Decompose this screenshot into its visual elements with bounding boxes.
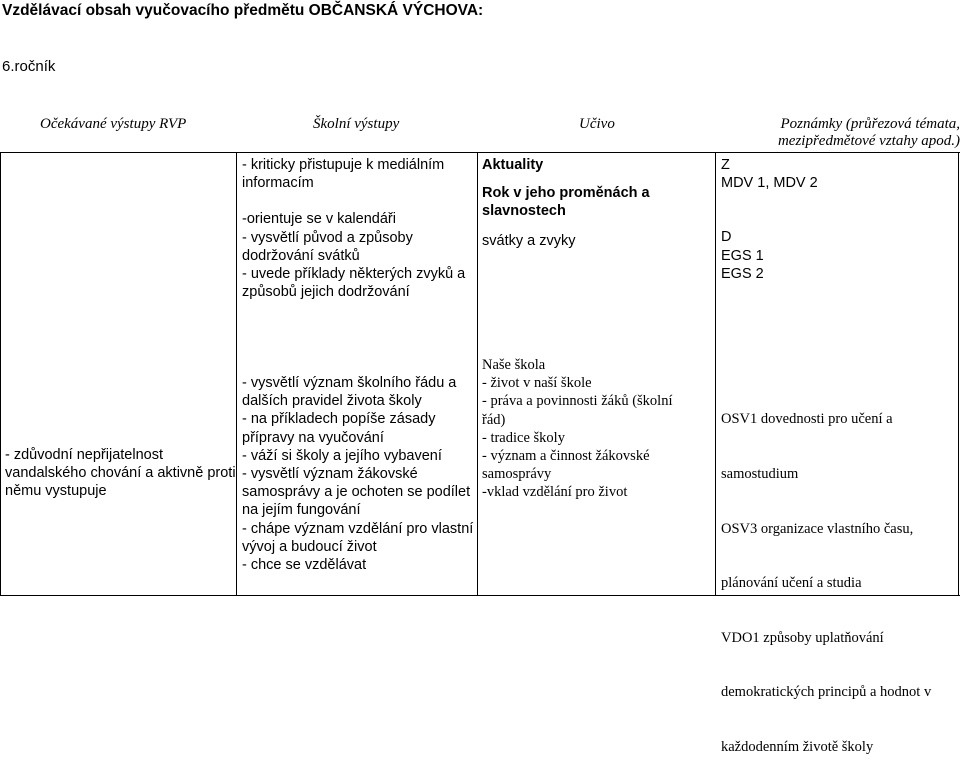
row2-output-line: přípravy na vyučování — [242, 429, 384, 446]
row2-note-line: OSV3 organizace vlastního času, — [721, 520, 914, 537]
row2-rvp-outputs — [5, 446, 236, 501]
row2-topic-item: samosprávy — [482, 466, 552, 483]
table-right-border — [958, 152, 959, 596]
row2-output-line: - vysvětlí význam školního řádu a — [242, 375, 457, 391]
row1-note-d: D — [721, 229, 732, 246]
row2-note-line: každodenním životě školy — [721, 739, 874, 756]
row1-topic-rok: Rok v jeho proměnách a — [482, 185, 650, 202]
row2-topic-item: - práva a povinnosti žáků (školní — [482, 393, 673, 410]
row2-output-line: - vysvětlí význam žákovské — [242, 466, 418, 483]
row2-topic-item: - život v naší škole — [482, 375, 592, 392]
row2-note-line: VDO1 způsoby uplatňování — [721, 629, 884, 646]
header-notes-line1: Poznámky (průřezová témata, — [780, 116, 960, 132]
row2-notes — [721, 374, 931, 774]
table-top-border — [0, 152, 960, 153]
row2-output-line: na jejím fungování — [242, 502, 361, 519]
row1-output-line: -orientuje se v kalendáři — [242, 211, 396, 228]
row2-rvp-line: - zdůvodní nepřijatelnost — [5, 447, 163, 463]
column-divider-2 — [477, 152, 478, 596]
row2-topic-item: řád) — [482, 411, 506, 428]
row1-school-outputs — [242, 156, 465, 301]
row1-topic-aktuality: Aktuality — [482, 157, 544, 173]
row2-output-line: - chce se vzdělávat — [242, 557, 367, 574]
page-title: Vzdělávací obsah vyučovacího předmětu OBČANSKÁ VÝCHOVA: — [2, 2, 484, 19]
row1-note-egs1: EGS 1 — [721, 247, 764, 264]
row1-curriculum — [482, 156, 650, 250]
row2-output-line: samosprávy a je ochoten se podílet — [242, 484, 471, 501]
row1-output-line: - uvede příklady některých zvyků a — [242, 266, 466, 283]
row2-school-outputs — [242, 374, 473, 574]
row2-rvp-line: vandalského chování a aktivně proti — [5, 465, 236, 482]
row1-output-line: způsobů jejich dodržování — [242, 284, 410, 301]
row2-topic-title: Naše škola — [482, 357, 546, 373]
row1-output-line: - kriticky přistupuje k mediálním — [242, 157, 445, 173]
row1-notes — [721, 156, 818, 283]
row1-note-egs2: EGS 2 — [721, 265, 764, 282]
row2-rvp-line: němu vystupuje — [5, 483, 107, 500]
header-notes-line2: mezipředmětové vztahy apod.) — [777, 133, 960, 149]
row2-output-line: vývoj a budoucí život — [242, 538, 377, 555]
row1-note-mdv: MDV 1, MDV 2 — [721, 175, 818, 192]
row2-note-line: plánování učení a studia — [721, 575, 862, 592]
header-curriculum: Učivo — [579, 116, 615, 132]
row2-output-line: - chápe význam vzdělání pro vlastní — [242, 520, 474, 537]
column-divider-1 — [236, 152, 237, 596]
row2-topic-item: -vklad vzdělání pro život — [482, 484, 628, 501]
header-notes — [740, 116, 960, 150]
row2-note-line: demokratických principů a hodnot v — [721, 684, 932, 701]
row2-topic-item: - tradice školy — [482, 429, 565, 446]
row2-output-line: dalších pravidel života školy — [242, 393, 422, 410]
row2-note-line: OSV1 dovednosti pro učení a — [721, 411, 893, 428]
column-divider-3 — [715, 152, 716, 596]
row2-note-line: samostudium — [721, 466, 799, 483]
row2-curriculum — [482, 356, 672, 502]
header-rvp-outputs: Očekávané výstupy RVP — [40, 116, 187, 132]
row1-output-line: dodržování svátků — [242, 247, 360, 264]
grade-label: 6.ročník — [2, 58, 56, 75]
header-school-outputs: Školní výstupy — [313, 116, 400, 132]
row2-topic-item: - význam a činnost žákovské — [482, 448, 650, 465]
row2-output-line: - na příkladech popíše zásady — [242, 411, 436, 428]
row1-output-line: - vysvětlí původ a způsoby — [242, 229, 413, 246]
row1-note-z: Z — [721, 157, 730, 173]
row1-output-line: informacím — [242, 175, 314, 192]
table-left-border — [0, 152, 1, 596]
row2-output-line: - váží si školy a jejího vybavení — [242, 447, 442, 464]
row1-topic-svatky: svátky a zvyky — [482, 232, 576, 249]
row1-topic-rok-cont: slavnostech — [482, 203, 566, 220]
